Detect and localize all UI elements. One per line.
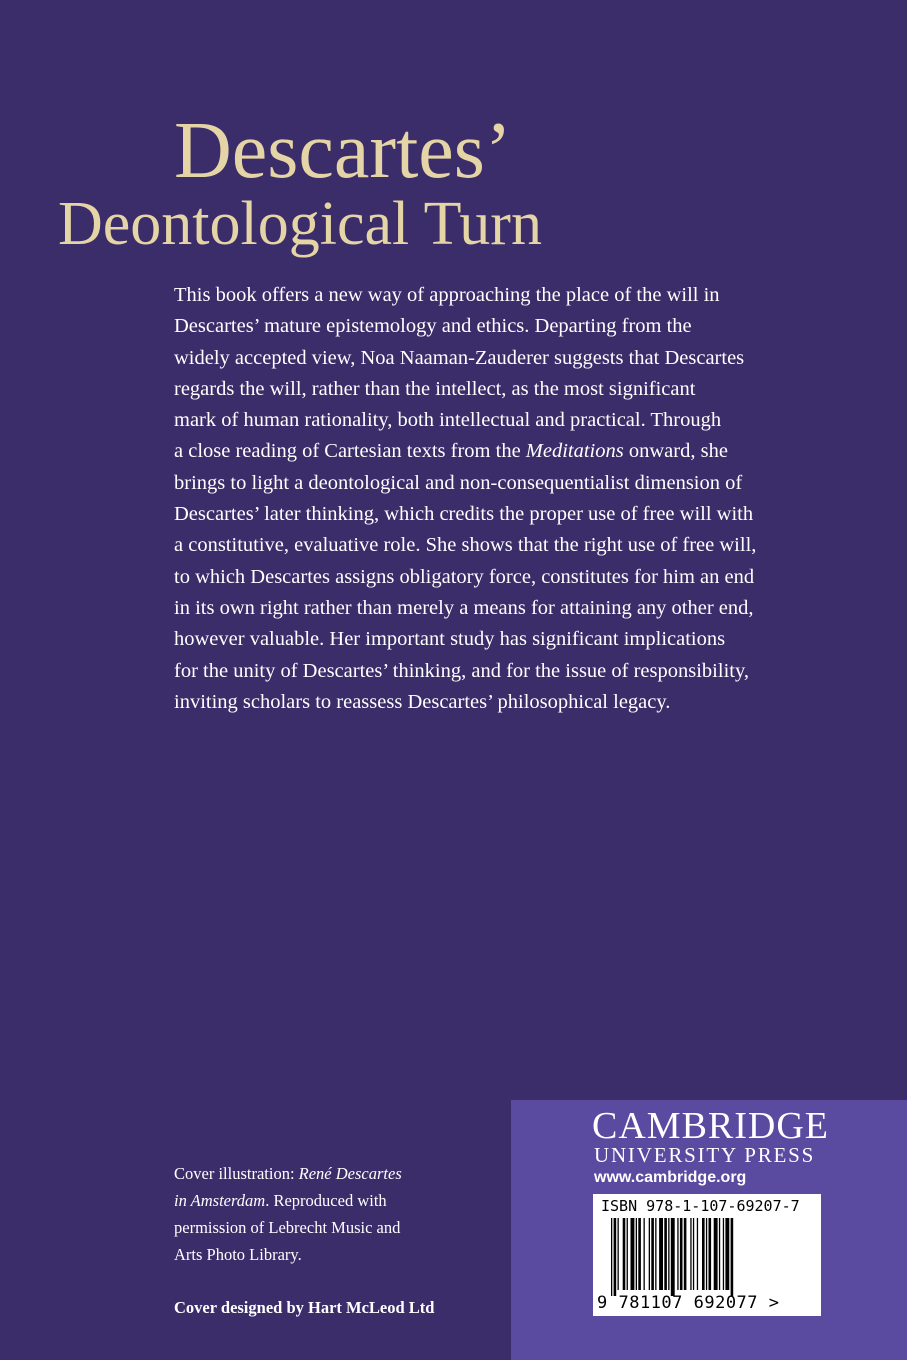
barcode-bar [636,1218,637,1290]
barcode-bar [714,1218,718,1290]
description-line: This book offers a new way of approaching the place of the will in [174,284,720,306]
barcode-bar [664,1218,667,1290]
barcode-bar [680,1218,683,1290]
artwork-title: in Amsterdam [174,1191,266,1210]
description-line: inviting scholars to reassess Descartes’ philosophical legacy. [174,690,671,713]
barcode-bar [651,1218,654,1290]
credit-line: Arts Photo Library. [174,1245,302,1264]
barcode-bar [614,1218,617,1296]
barcode-bar [697,1218,698,1290]
barcode-bar [719,1218,720,1290]
credit-line [174,1187,474,1214]
barcode-bar [618,1218,619,1290]
credit-text: . Reproduced with [265,1191,387,1210]
description-line: mark of human rationality, both intellectual and practical. Through [174,409,722,432]
barcode-bar [709,1218,712,1290]
barcode-bar [693,1218,694,1290]
barcode-bars [611,1218,811,1296]
isbn-barcode [593,1194,821,1316]
barcode-bar [655,1218,656,1290]
cover-illustration-credit [174,1160,474,1268]
description-line: brings to light a deontological and non-consequentialist dimension of [174,471,743,494]
barcode-digits: 9 781107 692077 > [597,1293,780,1313]
description-line: a constitutive, evaluative role. She shows that the right use of free will, [174,534,757,557]
barcode-bar [644,1218,645,1290]
barcode-bar [638,1218,641,1290]
publisher-website: www.cambridge.org [594,1169,747,1186]
book-title-line-2: Deontological Turn [58,190,542,258]
artwork-title: René Descartes [298,1164,402,1183]
barcode-bar [684,1218,687,1290]
barcode-bar [725,1218,729,1290]
barcode-bar [731,1218,734,1296]
barcode-bar [659,1218,663,1290]
publisher-name: CAMBRIDGE [592,1105,830,1147]
cover-designer-credit: Cover designed by Hart McLeod Ltd [174,1298,435,1317]
barcode-bar [677,1218,678,1290]
barcode-bar [611,1218,612,1296]
isbn-label: ISBN 978-1-107-69207-7 [601,1197,800,1215]
description-text: onward, she [623,440,728,463]
barcode-bar [690,1218,691,1290]
description-line [174,436,864,467]
barcode-bar [668,1218,669,1290]
description-line: however valuable. Her important study has significant implications [174,628,726,651]
description-line: Descartes’ mature epistemology and ethics. Departing from the [174,315,692,338]
credit-line [174,1160,474,1187]
barcode-bar [649,1218,650,1290]
barcode-bar [706,1218,707,1290]
description-line: for the unity of Descartes’ thinking, and for the issue of responsibility, [174,659,750,682]
description-line: to which Descartes assigns obligatory force, constitutes for him an end [174,565,755,588]
publisher-press: UNIVERSITY PRESS [594,1143,816,1167]
description-line: in its own right rather than merely a means for attaining any other end, [174,596,754,619]
publisher-panel [511,1100,907,1360]
barcode-graphic [611,1218,811,1296]
book-description [174,280,864,718]
description-line: Descartes’ later thinking, which credits the proper use of free will with [174,503,754,526]
credit-text: Cover illustration: [174,1164,299,1183]
barcode-bar [631,1218,635,1290]
barcode-bar [723,1218,724,1290]
barcode-bar [627,1218,628,1290]
description-line: widely accepted view, Noa Naaman-Zauderer suggests that Descartes [174,346,745,369]
meditations-title: Meditations [525,440,624,463]
credit-line: permission of Lebrecht Music and [174,1218,401,1237]
description-text: a close reading of Cartesian texts from the [174,440,526,463]
description-line: regards the will, rather than the intellect, as the most significant [174,377,696,400]
barcode-bar [623,1218,626,1290]
barcode-bar [702,1218,705,1290]
barcode-bar [671,1218,675,1296]
book-title-line-1: Descartes’ [174,107,512,195]
